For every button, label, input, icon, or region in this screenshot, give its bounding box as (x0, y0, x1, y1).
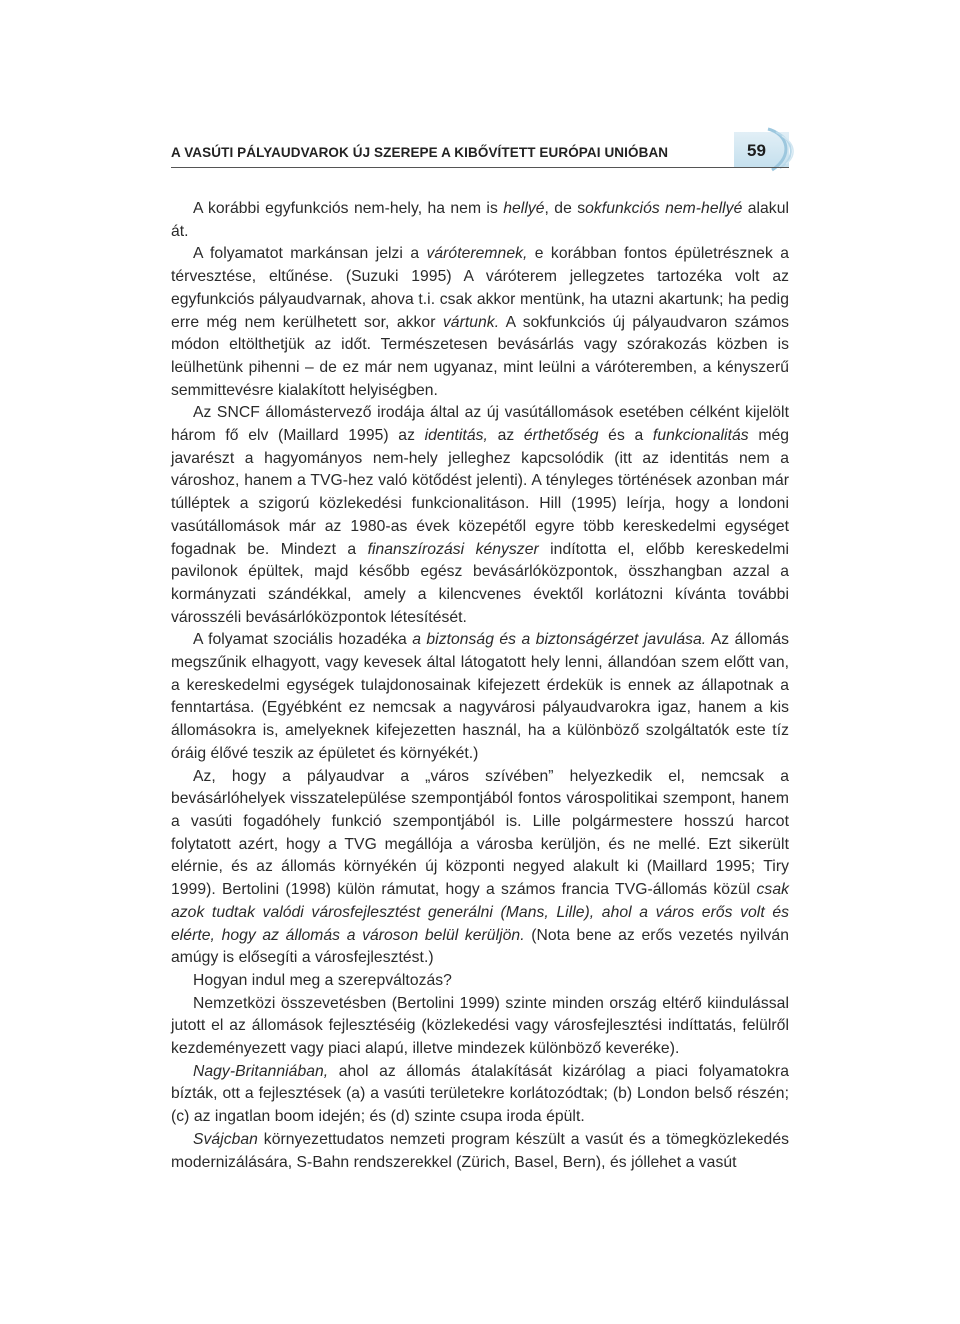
header-rule (171, 167, 789, 168)
paragraph: Az SNCF állomástervező irodája által az új vasútállomások esetében célként kijelölt három fő elv (Maillard 1995) az identitás, az érthetőség és a funkcionalitás még javarészt a hagyományos nem-hely jelleghez kapcsolódik (itt az identitás nem a városhoz, hanem a TVG-hez való kötődést jelenti). A tényleges történések azonban már túlléptek a szigorú közlekedési funkcionalitáson. Hill (1995) leírja, hogy a londoni vasútállomások már az 1980-as évek közepétől egyre több kereskedelmi egységet fogadnak be. Mindezt a finanszírozási kényszer indította el, előbb kereskedelmi pavilonok épültek, majd később egész bevásárlóközpontok, összhangban azzal a kormányzati szándékkal, amely a kilencvenes évektől korlátozni kívánta további városszéli bevásárlóközpontok létesítését. (171, 404, 790, 626)
paragraph: Nagy-Britanniában, ahol az állomás átalakítását kizárólag a piaci folyamatokra bízták, ott a fejlesztések (a) a vasúti területekre korlátozódtak; (b) London belső részén; (c) az ingatlan boom idején; és (d) szinte csupa iroda épült. (171, 1062, 789, 1126)
paragraph: A folyamatot markánsan jelzi a váróteremnek, e korábban fontos épületrésznek a térvesztése, eltűnése. (Suzuki 1995) A váróterem jellegzetes tartozéka volt az egyfunkciós pályaudvarnak, ahova t.i. csak akkor mentünk, ha utazni akartunk; ha pedig erre még nem kerülhetett sor, akkor vártunk. A sokfunkciós új pályaudvaron számos módon eltölthetjük az időt. Természetesen bevásárlás vagy szórakozás közben is leülhetünk pihenni – de ez már nem ugyanaz, mint leülni a váróteremben, a kényszerű semmittevésre kialakított helyiségben. (171, 245, 789, 399)
paragraph: Hogyan indul meg a szerepváltozás? (193, 971, 452, 989)
page-number: 59 (747, 141, 766, 160)
paragraph: A korábbi egyfunkciós nem-hely, ha nem is hellyé, de sokfunkciós nem-hellyé alakul át. (171, 200, 789, 240)
running-header (171, 128, 789, 168)
running-title: A VASÚTI PÁLYAUDVAROK ÚJ SZEREPE A KIBŐVÍTETT EURÓPAI UNIÓBAN (171, 145, 669, 160)
paragraph: Nemzetközi összevetésben (Bertolini 1999) szinte minden ország eltérő kiindulással jutott el az állomások fejlesztéséig (közlekedési vagy városfejlesztési indíttatás, felülről kezdeményezett vagy piaci alapú, illetve mindezek különböző keveréke). (171, 994, 789, 1058)
page-number-tab (734, 132, 789, 167)
paragraph: A folyamat szociális hozadéka a biztonság és a biztonságérzet javulása. Az állomás megszűnik elhagyott, vagy kevesek által látogatott hely lenni, állandóan szem előtt van, a kereskedelmi egységek tulajdonosainak kifejezett érdekük is ennek az állapotnak a fenntartása. (Egyébként ez nemcsak a nagyvárosi pályaudvarokra igaz, hanem a kis állomásokra is, amelyeknek kifejezetten használ, ha a különböző szolgáltatók este tíz óráig élővé teszik az épületet és környékét.) (171, 631, 790, 762)
page-swirl-icon (764, 126, 798, 172)
body-text (171, 198, 789, 1174)
paragraph: Az, hogy a pályaudvar a „város szívében” helyezkedik el, nemcsak a bevásárlóhelyek visszatelepülése szempontjából fontos várospolitikai szempont, hanem a vasúti fogadóhely funkció szempontjából is. Lille polgármestere hosszú harcot folytatott azért, hogy a TVG megállója a városba kerüljön, és ne mellé. Ezt sikerült elérnie, és az állomás környékén új központi negyed alakult ki (Maillard 1995; Tiry 1999). Bertolini (1998) külön rámutat, hogy a számos francia TVG-állomás közül csak azok tudtak valódi városfejlesztést generálni (Mans, Lille), ahol a város erős volt és elérte, hogy az állomás a városon belül kerüljön. (Nota bene az erős vezetés nyilván amúgy is elősegíti a városfejlesztést.) (171, 767, 789, 967)
paragraph: Svájcban környezettudatos nemzeti program készült a vasút és a tömegközlekedés modernizálására, S-Bahn rendszerekkel (Zürich, Basel, Bern), és jóllehet a vasút (171, 1130, 789, 1171)
